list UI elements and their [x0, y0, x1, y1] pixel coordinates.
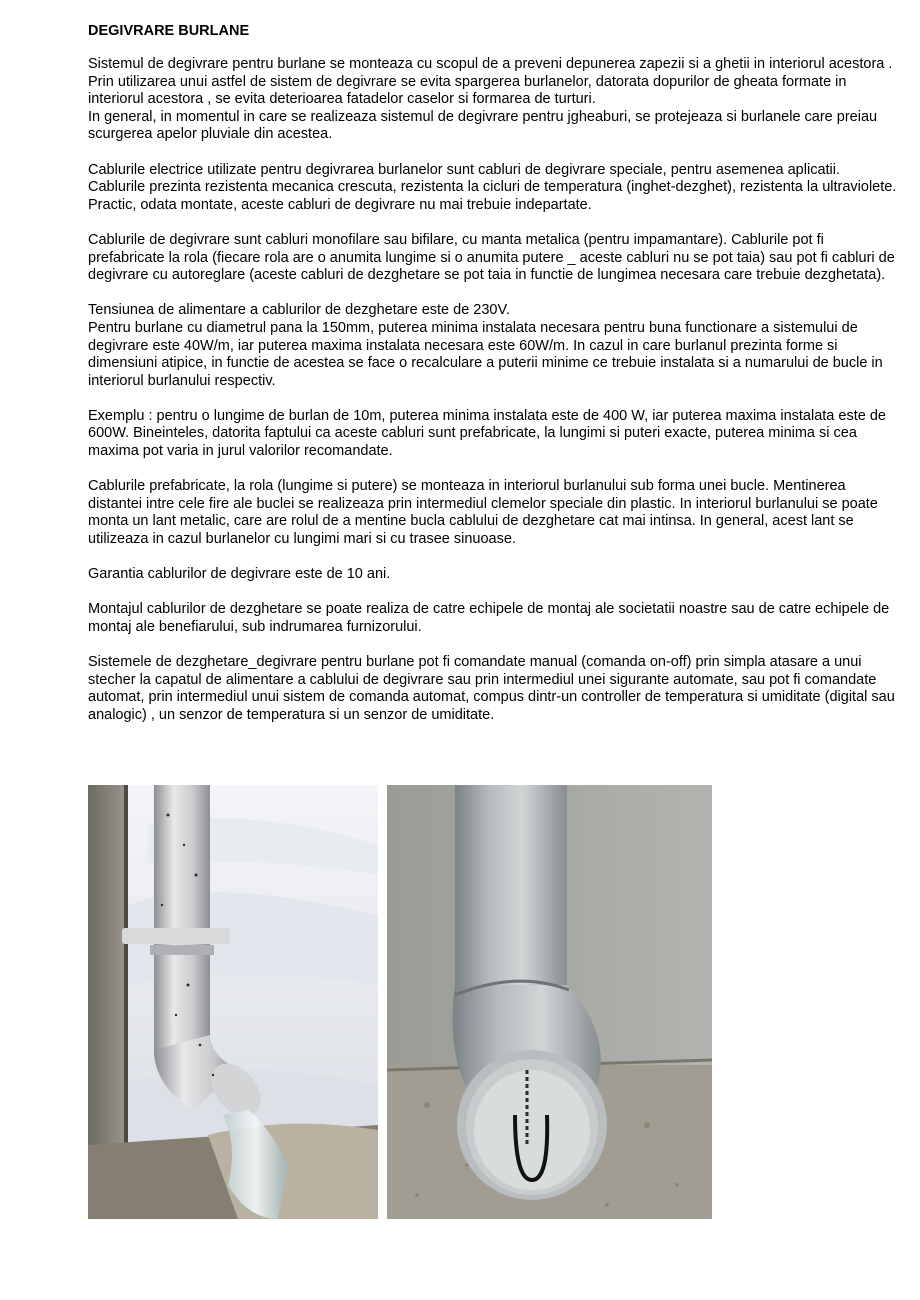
paragraph-line: Exemplu : pentru o lungime de burlan de 10m, puterea minima instalata este de 400 W, iar puterea maxima instalata este de 600W. Bineinteles, datorita faptului ca aceste cabluri sunt prefabricate, la lungimi si puteri exacte, puterea minima si cea maxima pot varia in jurul valorilor recomandate. [88, 407, 886, 460]
paragraph [88, 232, 900, 285]
paragraph-line: Cablurile de degivrare sunt cabluri monofilare sau bifilare, cu manta metalica (pentru impamantare). Cablurile pot fi prefabricate la rola (fiecare rola are o anumita lungime si o anumita putere _ aceste cabluri nu se pot taia) sau pot fi cabluri de degivrare cu autoreglare (aceste cabluri de dezghetare se pot taia in functie de lungimea necesara care trebuie dezghetata). [88, 231, 895, 284]
paragraph [88, 654, 900, 724]
paragraph-line: Cablurile prefabricate, la rola (lungime si putere) se monteaza in interiorul burlanului sub forma unei bucle. Mentinerea distantei intre cele fire ale buclei se realizeaza prin intermediul clemelor speciale din plastic. In interiorul burlanului se poate monta un lant metalic, care are rolul de a mentine bucla cablului de dezghetare cat mai intinsa. In general, acest lant se utilizeaza in cazul burlanelor cu lungimi mari si cu trasee sinuoase. [88, 478, 878, 548]
paragraph-line: Tensiunea de alimentare a cablurilor de dezghetare este de 230V. [88, 302, 510, 319]
paragraph-line: Sistemele de dezghetare_degivrare pentru burlane pot fi comandate manual (comanda on-off) prin simpla atasare a unui stecher la capatul de alimentare a cablului de degivrare sau prin intermediul unei sigurante automate, sau pot fi comandate automat, prin intermediul unui sistem de comanda automat, compus dintr-un controller de temperatura si umiditate (digital sau analogic) , un senzor de temperatura si un senzor de umiditate. [88, 654, 895, 723]
paragraph-list [88, 56, 900, 725]
paragraph-line: Prin utilizarea unui astfel de sistem de degivrare se evita spargerea burlanelor, datorata dopurilor de gheata formate in interiorul acestora , se evita deterioarea fatadelor caselor si formarea de turturi. [88, 73, 847, 108]
metal-downspout-outlet-photo [387, 785, 712, 1219]
paragraph-line: Sistemul de degivrare pentru burlane se monteaza cu scopul de a preveni depunerea zapezii si a ghetii in interiorul acestora . [88, 56, 893, 72]
paragraph-line: Montajul cablurilor de dezghetare se poate realiza de catre echipele de montaj ale societatii noastre sau de catre echipele de montaj ale benefiarului, sub indrumarea furnizorului. [88, 601, 890, 635]
paragraph [88, 566, 900, 584]
paragraph [88, 162, 900, 215]
frozen-downspout-photo [88, 785, 378, 1219]
paragraph-line: Cablurile electrice utilizate pentru degivrarea burlanelor sunt cabluri de degivrare speciale, pentru asemenea aplicatii. Cablurile prezinta rezistenta mecanica crescuta, rezistenta la cicluri de temperatura (inghet-dezghet), rezistenta la ultraviolete. Practic, odata montate, aceste cabluri de degivrare nu mai trebuie indepartate. [88, 161, 897, 213]
paragraph-line: Pentru burlane cu diametrul pana la 150mm, puterea minima instalata necesara pentru buna functionare a sistemului de degivrare este 40W/m, iar puterea maxima instalata necesara este 60W/m. In cazul in care burlanul prezinta forme si dimensiuni atipice, in functie de acestea se face o recalculare a puterii minime ce trebuie instalata si a numarului de bucle in interiorul burlanului respectiv. [88, 319, 883, 389]
paragraph [88, 601, 900, 636]
page-title: DEGIVRARE BURLANE [88, 23, 250, 39]
document-body [88, 22, 900, 742]
paragraph-line: Garantia cablurilor de degivrare este de 10 ani. [88, 566, 391, 583]
paragraph [88, 56, 900, 144]
paragraph-line: In general, in momentul in care se realizeaza sistemul de degivrare pentru jgheaburi, se protejeaza si burlanele care preiau scurgerea apelor pluviale din acestea. [88, 108, 878, 143]
paragraph [88, 478, 900, 548]
paragraph [88, 408, 900, 461]
paragraph [88, 302, 900, 390]
